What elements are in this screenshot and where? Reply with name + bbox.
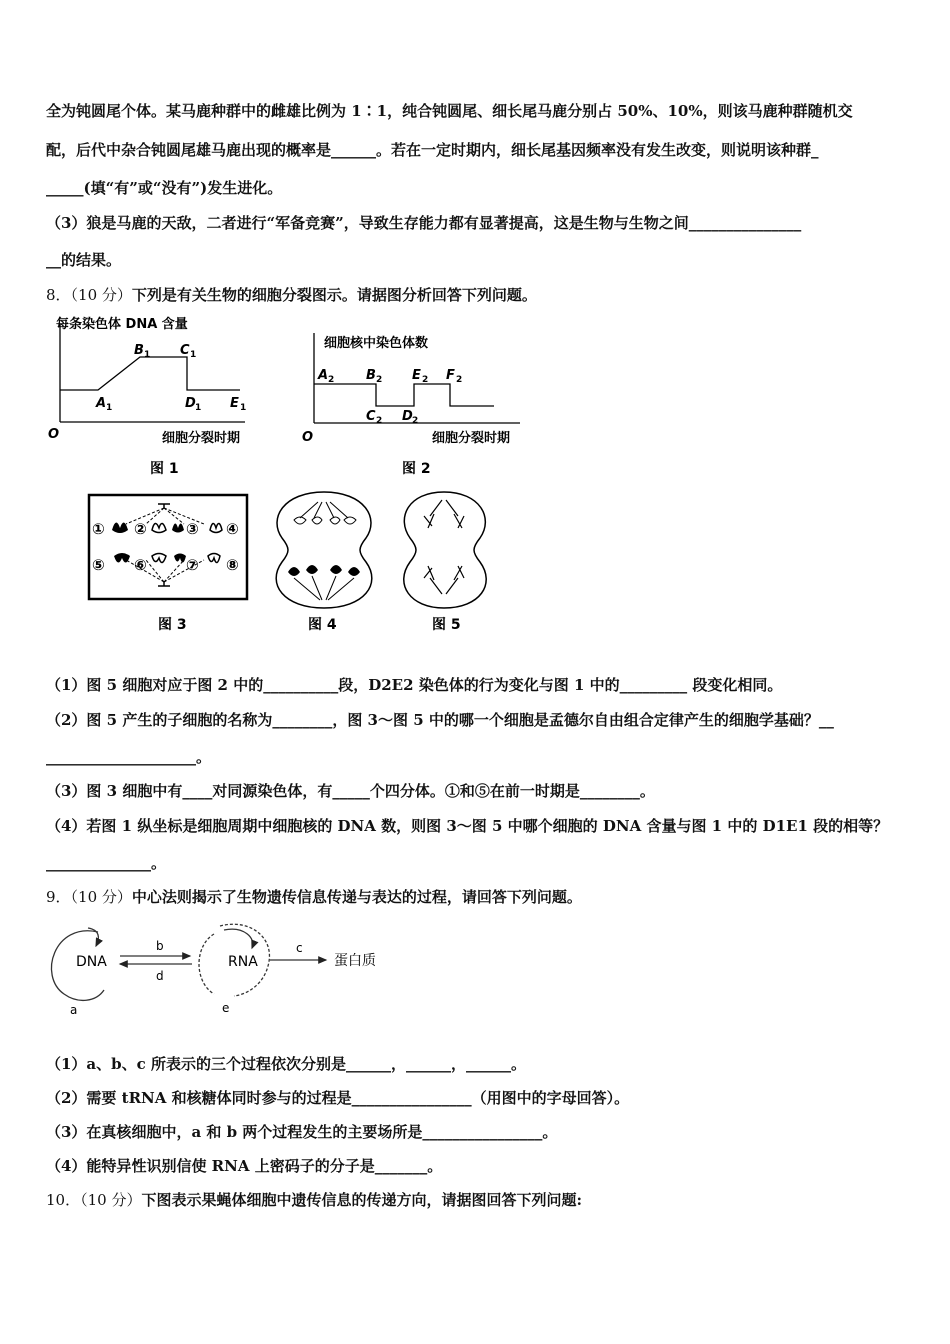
fig4-cell-outline (276, 492, 372, 608)
label-c: c (296, 941, 303, 955)
q10-number: 10．（10 分） (46, 1191, 142, 1209)
fig2-point-e-sub: 2 (422, 375, 429, 385)
fig2-xlabel: 细胞分裂时期 (432, 431, 511, 446)
q8-heading (46, 284, 537, 305)
q9-sub2: （2）需要 tRNA 和核糖体同时参与的过程是________________（用图中的字母回答）。 (46, 1089, 630, 1107)
fig1-point-a: A (96, 396, 107, 411)
q9-sub1: （1）a、b、c 所表示的三个过程依次分别是______，______，______。 (46, 1055, 527, 1073)
fig4-upper-chromosomes (294, 502, 356, 524)
fig3-cell-border (89, 495, 247, 599)
fig2-point-b: B (366, 368, 376, 383)
fig3-num-4: ④ (226, 520, 239, 538)
fig3-num-8: ⑧ (226, 556, 239, 574)
fig1-point-e-sub: 1 (240, 403, 247, 413)
fig2-point-e: E (412, 368, 421, 383)
q9-number: 9．（10 分） (46, 888, 132, 906)
fig2-point-a-sub: 2 (328, 375, 335, 385)
label-b: b (156, 939, 164, 953)
q8-sub1: （1）图 5 细胞对应于图 2 中的__________段，D2E2 染色体的行为变化与图 1 中的_________ 段变化相同。 (46, 676, 783, 694)
central-dogma-diagram (44, 916, 404, 1020)
fig1-point-a-sub: 1 (106, 403, 113, 413)
q9-sub3: （3）在真核细胞中，a 和 b 两个过程发生的主要场所是________________。 (46, 1123, 558, 1141)
fig1-point-e: E (230, 396, 239, 411)
fig2-point-c-sub: 2 (376, 416, 383, 426)
q8-sub2a: （2）图 5 产生的子细胞的名称为________，图 3～图 5 中的哪一个细胞是孟德尔自由组合定律产生的细胞学基础？__ (46, 711, 834, 729)
fig2-point-c: C (366, 409, 376, 424)
fig1-point-b: B (134, 343, 144, 358)
fig3-chromosomes (112, 522, 222, 562)
fig1-caption: 图 1 (150, 461, 179, 477)
q10-stem: 下图表示果蝇体细胞中遗传信息的传递方向，请据图回答下列问题: (141, 1191, 582, 1209)
q8-sub3: （3）图 3 细胞中有____对同源染色体，有_____个四分体。①和⑤在前一时期是________。 (46, 782, 655, 800)
fig1-point-d-sub: 1 (195, 403, 202, 413)
fig2-point-b-sub: 2 (376, 375, 383, 385)
label-e: e (222, 1001, 230, 1015)
label-a: a (70, 1003, 78, 1017)
q7-line4: （3）狼是马鹿的天敌，二者进行“军备竞赛”，导致生存能力都有显著提高，这是生物与生物之间_______________ (46, 214, 802, 232)
fig1-ylabel: 每条染色体 DNA 含量 (56, 317, 188, 332)
figure-2-chart (298, 325, 538, 477)
fig3-bottom-pole (158, 582, 170, 586)
fig3-num-1: ① (92, 520, 105, 538)
q8-sub4a: （4）若图 1 纵坐标是细胞周期中细胞核的 DNA 数，则图 3～图 5 中哪个细胞的 DNA 含量与图 1 中的 D1E1 段的相等？ (46, 817, 889, 835)
rna-replication-arrow (224, 929, 253, 948)
q8-stem: 下列是有关生物的细胞分裂图示。请据图分析回答下列问题。 (131, 286, 537, 304)
fig1-point-d: D (185, 396, 196, 411)
label-d: d (156, 969, 164, 983)
figure-4-cell (264, 488, 384, 638)
rna-label: RNA (228, 954, 258, 970)
fig5-chromosomes (424, 500, 464, 594)
q7-line1: 全为钝圆尾个体。某马鹿种群中的雌雄比例为 1∶1，纯合钝圆尾、细长尾马鹿分别占 50%、10%，则该马鹿种群随机交 (46, 102, 853, 120)
protein-label: 蛋白质 (334, 953, 376, 969)
figure-1-chart (40, 312, 270, 477)
fig3-num-3: ③ (186, 520, 199, 538)
fig3-num-7: ⑦ (186, 556, 199, 574)
q7-line2: 配，后代中杂合钝圆尾雄马鹿出现的概率是______。若在一定时期内，细长尾基因频率没有发生改变，则说明该种群_ (46, 141, 819, 159)
q8-sub2b: ____________________。 (46, 748, 212, 766)
fig1-point-c: C (180, 343, 190, 358)
fig2-curve (314, 384, 494, 406)
fig2-origin: O (302, 430, 314, 445)
fig4-caption: 图 4 (308, 617, 337, 633)
fig2-point-d-sub: 2 (412, 416, 419, 426)
fig2-point-a: A (318, 368, 329, 383)
q9-stem: 中心法则揭示了生物遗传信息传递与表达的过程，请回答下列问题。 (131, 888, 582, 906)
fig3-caption: 图 3 (158, 617, 187, 633)
q9-sub4: （4）能特异性识别信使 RNA 上密码子的分子是_______。 (46, 1157, 443, 1175)
rna-replication-loop-left (199, 934, 214, 994)
q7-line5: __的结果。 (46, 251, 122, 269)
fig2-ylabel: 细胞核中染色体数 (324, 336, 429, 351)
fig3-num-2: ② (134, 520, 147, 538)
fig2-caption: 图 2 (402, 461, 431, 477)
fig5-caption: 图 5 (432, 617, 461, 633)
fig2-point-f-sub: 2 (456, 375, 463, 385)
fig2-point-d: D (402, 409, 413, 424)
fig1-point-b-sub: 1 (144, 350, 151, 360)
fig1-xlabel: 细胞分裂时期 (162, 431, 241, 446)
figure-3-cell (86, 490, 256, 635)
fig4-lower-chromosomes (288, 565, 360, 600)
fig2-point-f: F (446, 368, 455, 383)
fig1-origin: O (48, 427, 60, 442)
fig3-num-5: ⑤ (92, 556, 105, 574)
q7-line3: _____(填“有”或“没有”)发生进化。 (46, 179, 283, 197)
q8-number: 8．（10 分） (46, 286, 132, 304)
dna-label: DNA (76, 954, 107, 970)
fig3-top-pole (158, 504, 170, 508)
q9-heading (46, 886, 582, 907)
q8-sub4b: ______________。 (46, 854, 167, 872)
fig5-cell-outline (404, 492, 486, 608)
q10-heading (46, 1189, 582, 1210)
fig1-curve (60, 357, 240, 390)
figure-5-cell (388, 488, 508, 638)
fig1-point-c-sub: 1 (190, 350, 197, 360)
fig3-num-6: ⑥ (134, 556, 147, 574)
